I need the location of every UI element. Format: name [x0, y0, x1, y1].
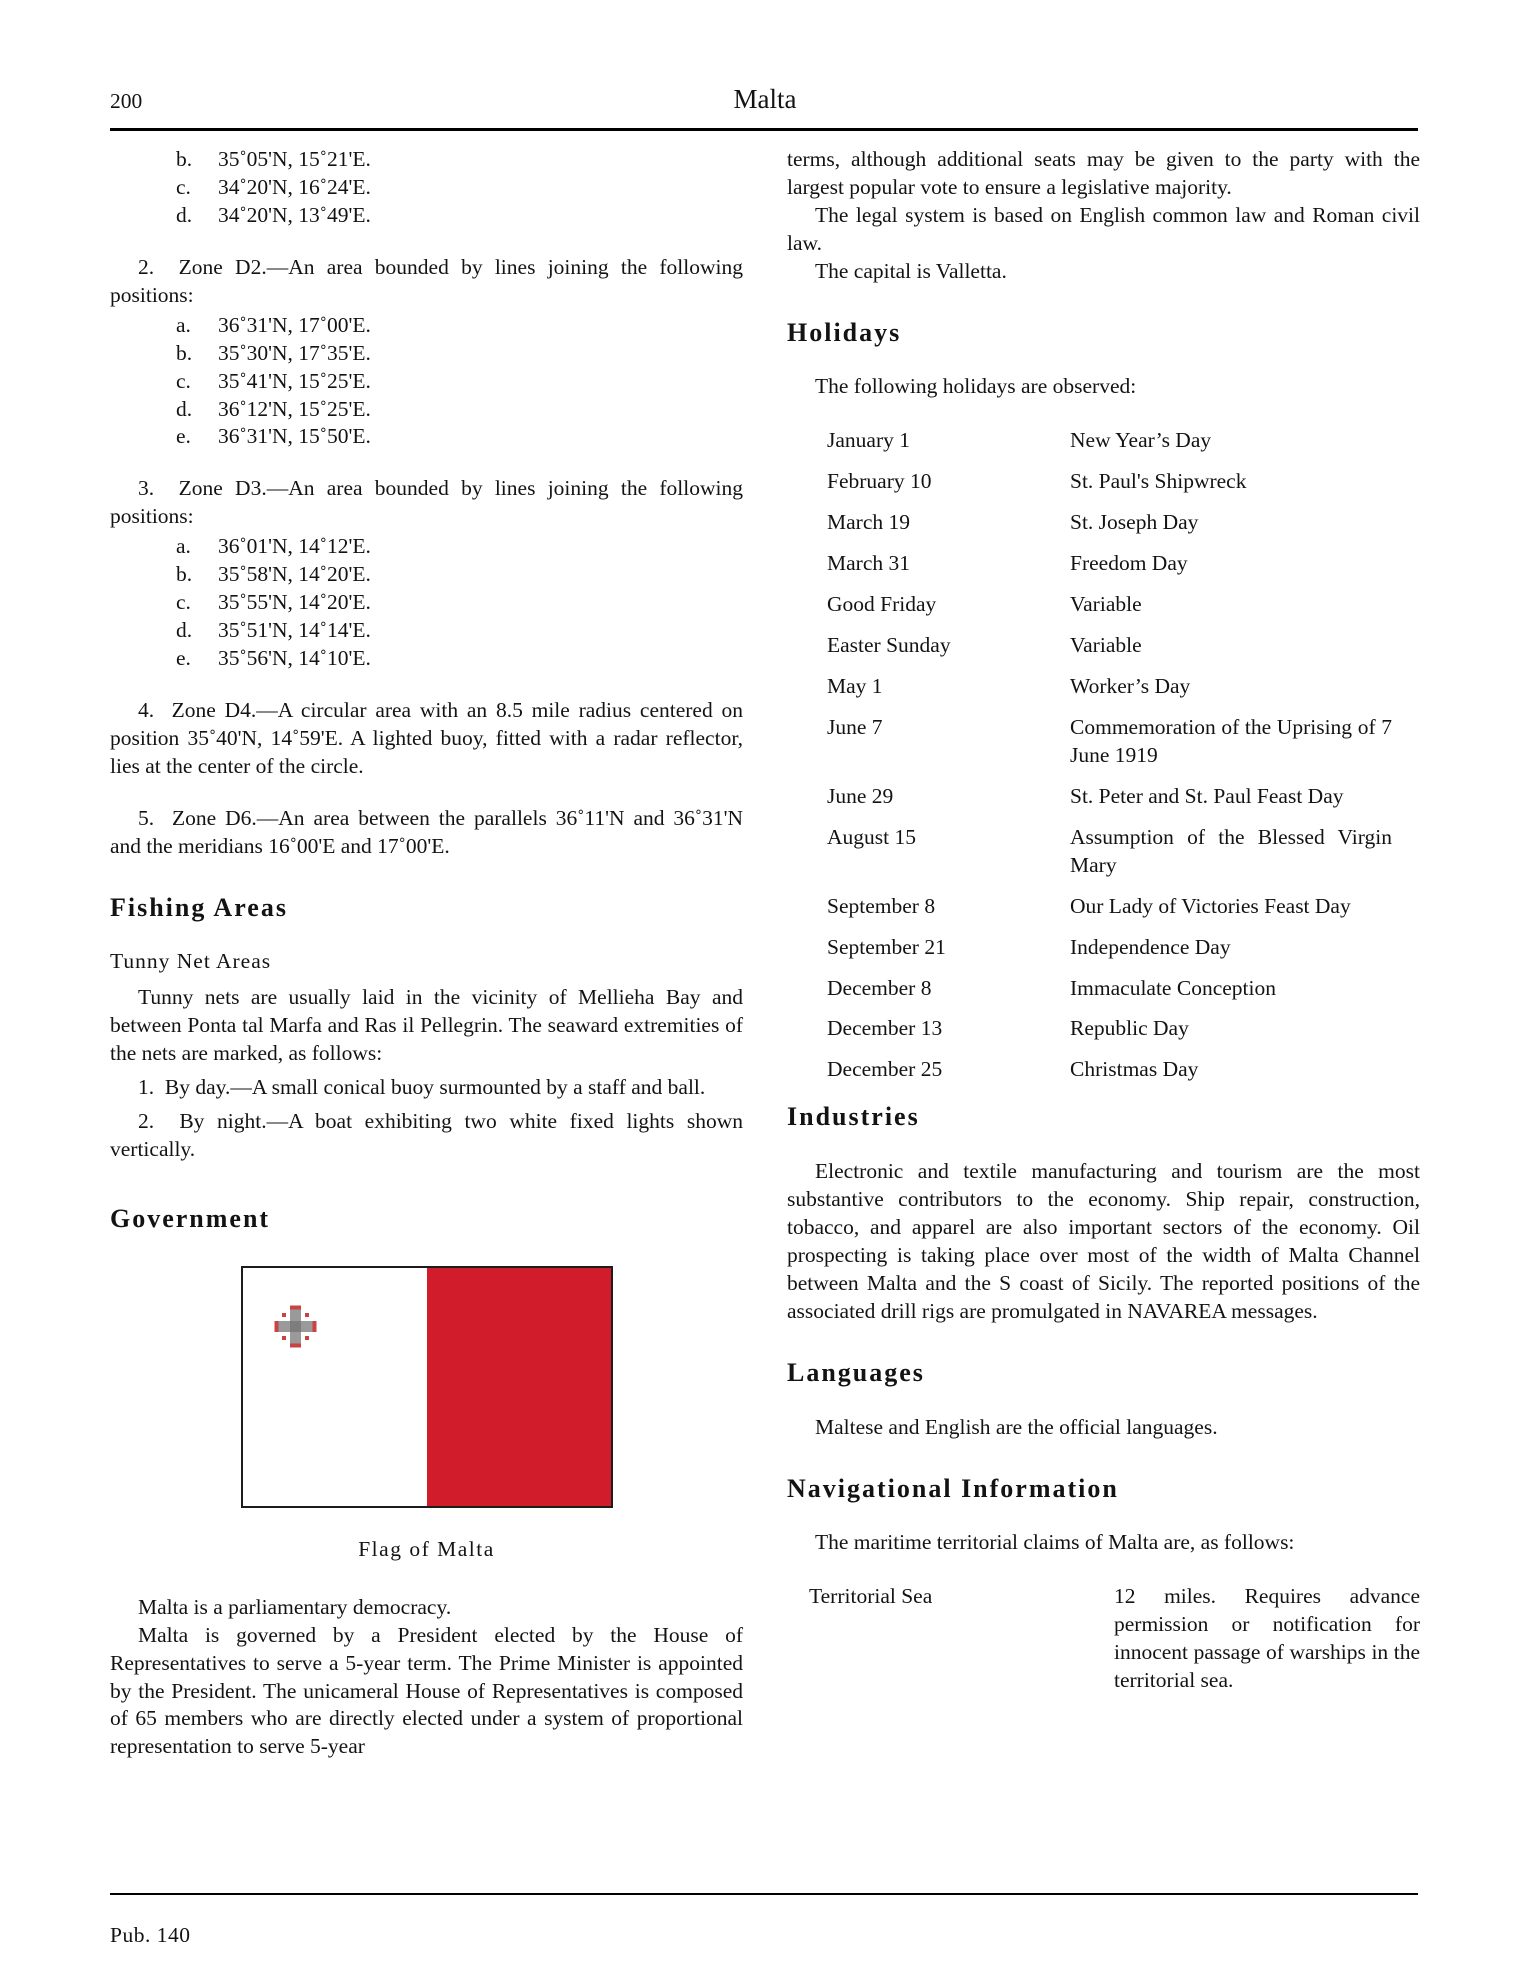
coordinate-item: [176, 202, 743, 230]
publication-footer: Pub. 140: [110, 1923, 191, 1947]
coordinate-item: [176, 589, 743, 617]
zone-d3-coordinate-list: [176, 533, 743, 673]
continuation-paragraph: terms, although additional seats may be given to the party with the largest popular vote to ensure a legislative majority.: [787, 147, 1420, 199]
flag-of-malta-image: [241, 1266, 613, 1508]
industries-paragraph: Electronic and textile manufacturing and tourism are the most substantive contributors to the economy. Ship repair, construction, tobacco, and apparel are also important sectors of the economy. Oil prospecting is taking place over most of the width of Malta Channel between Malta and the S coast of Sicily. The reported positions of the associated drill rigs are promulgated in NAVAREA messages.: [787, 1159, 1420, 1323]
page-number: 200: [110, 89, 143, 113]
zone-d4-paragraph: 4. Zone D4.—A circular area with an 8.5 mile radius centered on position 35˚40'N, 14˚59'E. A lighted buoy, fitted with a radar reflector, lies at the center of the circle.: [110, 697, 743, 778]
table-row: [827, 1015, 1420, 1043]
coordinate-label: d.: [176, 618, 193, 643]
coordinate-item: [176, 533, 743, 561]
holiday-name: New Year’s Day: [1070, 428, 1212, 453]
zone-d1-coordinate-list: [176, 146, 743, 230]
table-row: [827, 509, 1420, 537]
holiday-name: Freedom Day: [1070, 551, 1188, 576]
coordinate-label: e.: [176, 424, 191, 449]
coordinate-item: [176, 617, 743, 645]
languages-heading: Languages: [787, 1357, 925, 1387]
holidays-table: [827, 427, 1420, 1084]
by-day-item: 1. By day.—A small conical buoy surmounted by a staff and ball.: [138, 1075, 706, 1100]
table-row: [809, 1583, 1420, 1695]
holiday-date: March 19: [827, 510, 910, 535]
footer-rule: [110, 1893, 1418, 1895]
table-row: [827, 824, 1420, 880]
holiday-date: Good Friday: [827, 592, 937, 617]
table-row: [827, 893, 1420, 921]
coordinate-item: [176, 396, 743, 424]
holidays-intro: The following holidays are observed:: [815, 374, 1137, 399]
table-row: [827, 468, 1420, 496]
table-row: [827, 591, 1420, 619]
tunny-net-areas-subheading: Tunny Net Areas: [110, 949, 272, 974]
coordinate-item: [176, 312, 743, 340]
zone-d6-paragraph: 5. Zone D6.—An area between the parallels 36˚11'N and 36˚31'N and the meridians 16˚00'E and 17˚00'E.: [110, 805, 743, 858]
coordinate-label: d.: [176, 396, 193, 421]
coordinate-value: 35˚41'N, 15˚25'E.: [218, 368, 371, 393]
coordinate-label: c.: [176, 590, 191, 615]
table-row: [827, 550, 1420, 578]
tunny-nets-paragraph: Tunny nets are usually laid in the vicinity of Mellieha Bay and between Ponta tal Marfa and Ras il Pellegrin. The seaward extremities of the nets are marked, as follows:: [110, 985, 743, 1066]
zone-d2-paragraph: 2. Zone D2.—An area bounded by lines joining the following positions:: [110, 254, 743, 307]
right-column: [787, 146, 1420, 1761]
flag-red-half: [427, 1268, 611, 1506]
holiday-name: Republic Day: [1070, 1016, 1189, 1041]
capital-paragraph: The capital is Valletta.: [815, 258, 1007, 283]
coordinate-value: 35˚56'N, 14˚10'E.: [218, 646, 371, 670]
table-row: [827, 934, 1420, 962]
coordinate-label: a.: [176, 534, 191, 559]
coordinate-label: c.: [176, 174, 191, 199]
holiday-date: September 21: [827, 934, 946, 959]
coordinate-label: c.: [176, 368, 191, 393]
page-content: [110, 146, 1420, 1761]
holiday-date: May 1: [827, 674, 883, 699]
coordinate-value: 36˚31'N, 17˚00'E.: [218, 312, 371, 337]
holiday-name: St. Joseph Day: [1070, 510, 1199, 535]
table-row: [827, 427, 1420, 455]
holiday-date: June 29: [827, 783, 894, 808]
holiday-date: June 7: [827, 714, 883, 739]
government-heading: Government: [110, 1203, 271, 1233]
holiday-name: Immaculate Conception: [1070, 975, 1276, 1000]
holiday-name: Worker’s Day: [1070, 674, 1191, 699]
coordinate-value: 36˚31'N, 15˚50'E.: [218, 424, 371, 449]
table-row: [827, 975, 1420, 1003]
claim-label: Territorial Sea: [809, 1584, 933, 1609]
coordinate-value: 34˚20'N, 13˚49'E.: [218, 202, 371, 227]
legal-system-paragraph: The legal system is based on English common law and Roman civil law.: [787, 202, 1420, 255]
coordinate-item: [176, 645, 743, 673]
by-night-item: 2. By night.—A boat exhibiting two white fixed lights shown vertically.: [110, 1109, 743, 1162]
coordinate-value: 34˚20'N, 16˚24'E.: [218, 174, 371, 199]
holiday-name: Variable: [1070, 633, 1142, 658]
navigational-information-heading: Navigational Information: [787, 1473, 1119, 1503]
nav-info-intro: The maritime territorial claims of Malta are, as follows:: [815, 1530, 1295, 1555]
table-row: [827, 632, 1420, 660]
header-rule: [110, 128, 1418, 131]
industries-heading: Industries: [787, 1102, 920, 1132]
government-paragraph-1: Malta is a parliamentary democracy.: [138, 1594, 452, 1619]
holidays-heading: Holidays: [787, 317, 902, 347]
zone-d3-paragraph: 3. Zone D3.—An area bounded by lines joining the following positions:: [110, 476, 743, 529]
government-paragraph-2: Malta is governed by a President elected by the House of Representatives to serve a 5-year term. The Prime Minister is appointed by the President. The unicameral House of Representatives is composed of 65 members who are directly elected under a system of proportional representation to serve 5-year: [110, 1622, 743, 1759]
territorial-claims-table: [809, 1583, 1420, 1695]
holiday-name: Commemoration of the Uprising of 7 June 1919: [1070, 714, 1392, 767]
claim-value: 12 miles. Requires advance permission or notification for innocent passage of warships in the territorial sea.: [1114, 1584, 1420, 1693]
holiday-name: Christmas Day: [1070, 1057, 1199, 1082]
coordinate-value: 35˚51'N, 14˚14'E.: [218, 618, 371, 643]
coordinate-value: 36˚01'N, 14˚12'E.: [218, 534, 371, 559]
holiday-date: August 15: [827, 824, 916, 849]
coordinate-label: d.: [176, 202, 193, 227]
coordinate-value: 35˚30'N, 17˚35'E.: [218, 340, 371, 365]
holiday-name: Assumption of the Blessed Virgin Mary: [1070, 824, 1392, 877]
holiday-name: St. Peter and St. Paul Feast Day: [1070, 783, 1344, 808]
holiday-name: St. Paul's Shipwreck: [1070, 469, 1247, 494]
george-cross-icon: [267, 1298, 324, 1355]
holiday-name: Our Lady of Victories Feast Day: [1070, 893, 1351, 918]
coordinate-label: b.: [176, 147, 193, 171]
holiday-date: February 10: [827, 469, 932, 494]
coordinate-label: a.: [176, 312, 191, 337]
holiday-date: December 8: [827, 975, 932, 1000]
coordinate-label: b.: [176, 340, 193, 365]
coordinate-item: [176, 146, 743, 174]
zone-d2-coordinate-list: [176, 312, 743, 452]
holiday-date: January 1: [827, 428, 910, 453]
holiday-date: Easter Sunday: [827, 633, 951, 658]
holiday-date: March 31: [827, 551, 910, 576]
left-column: [110, 146, 743, 1761]
languages-paragraph: Maltese and English are the official languages.: [815, 1414, 1218, 1439]
coordinate-label: b.: [176, 562, 193, 587]
holiday-date: December 13: [827, 1016, 943, 1041]
coordinate-label: e.: [176, 646, 191, 670]
holiday-date: September 8: [827, 893, 936, 918]
flag-white-half: [243, 1268, 427, 1506]
coordinate-value: 35˚05'N, 15˚21'E.: [218, 147, 371, 171]
coordinate-item: [176, 561, 743, 589]
coordinate-value: 36˚12'N, 15˚25'E.: [218, 396, 371, 421]
holiday-name: Variable: [1070, 592, 1142, 617]
flag-caption: Flag of Malta: [358, 1536, 495, 1561]
coordinate-item: [176, 340, 743, 368]
coordinate-value: 35˚58'N, 14˚20'E.: [218, 562, 371, 587]
coordinate-item: [176, 368, 743, 396]
table-row: [827, 1056, 1420, 1084]
table-row: [827, 783, 1420, 811]
holiday-name: Independence Day: [1070, 934, 1231, 959]
holiday-date: December 25: [827, 1057, 943, 1082]
coordinate-value: 35˚55'N, 14˚20'E.: [218, 590, 371, 615]
coordinate-item: [176, 174, 743, 202]
table-row: [827, 714, 1420, 770]
table-row: [827, 673, 1420, 701]
page-title: Malta: [733, 84, 797, 114]
coordinate-item: [176, 423, 743, 451]
fishing-areas-heading: Fishing Areas: [110, 892, 288, 922]
